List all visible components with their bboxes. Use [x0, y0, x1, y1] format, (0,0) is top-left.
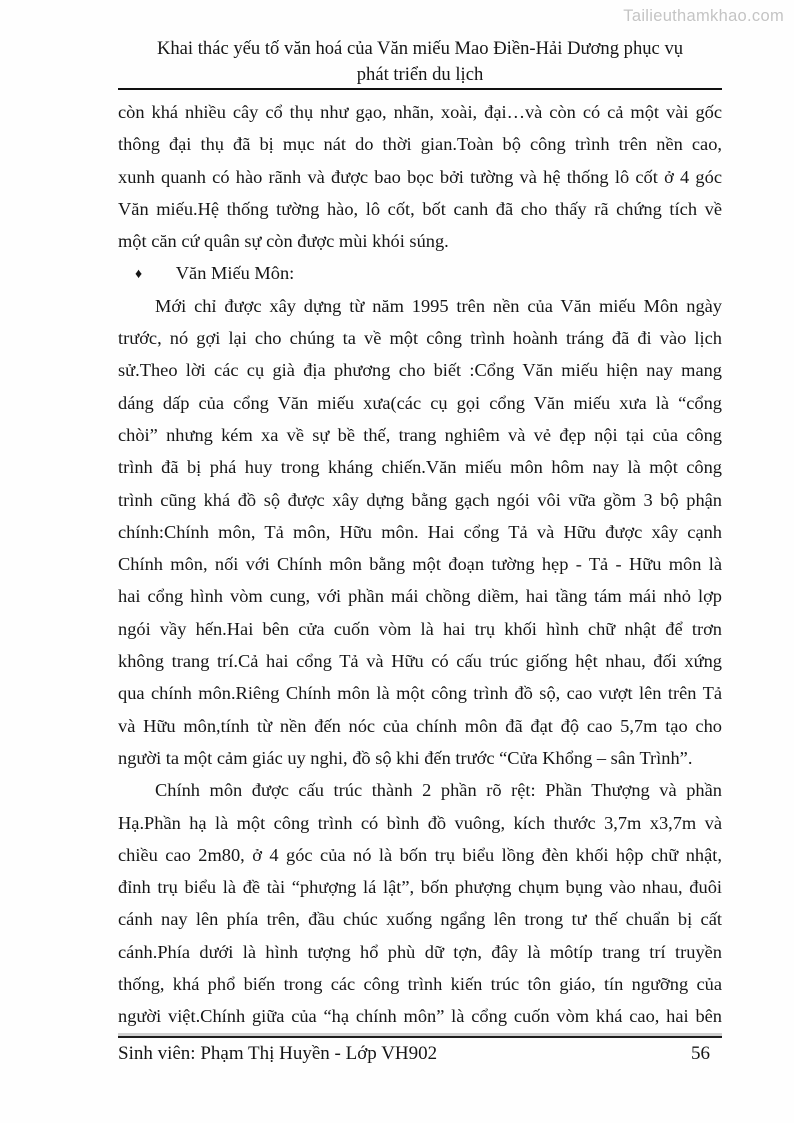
text-line: cánh nay lên phía trên, đầu chúc xuống ngẩng lên trong tư thế chuẩn bị cất: [118, 909, 722, 930]
text-line: ngói vầy hến.Hai bên cửa cuốn vòm là hai trụ khối hình chữ nhật để trơn: [118, 618, 722, 639]
paragraph-3: [118, 774, 722, 1032]
text-line: hai cổng hình vòm cung, với phần mái chồng diềm, hai tầng tám mái nhỏ lợp: [118, 586, 722, 607]
text-line: Hạ.Phần hạ là một công trình có bình đồ vuông, kích thước 3,7m x3,7m và: [118, 812, 722, 833]
text-line: Mới chỉ được xây dựng từ năm 1995 trên nền của Văn miếu Môn ngày: [155, 295, 722, 316]
text-line: qua chính môn.Riêng Chính môn là một công trình đồ sộ, cao vượt lên trên Tả: [118, 683, 722, 704]
text-line: không trang trí.Cả hai cổng Tả và Hữu có cấu trúc giống hệt nhau, đối xứng: [118, 651, 722, 672]
page-footer: [118, 1036, 722, 1065]
page-title-line2: phát triển du lịch: [356, 64, 484, 85]
diamond-bullet-icon: ♦: [135, 267, 143, 283]
paragraph-1: [118, 96, 722, 257]
text-line: trước, nó gợi lại cho chúng ta về một công trình hoành tráng đã đi vào lịch: [118, 328, 722, 349]
text-line: chiều cao 2m80, ở 4 góc của nó là bốn trụ biểu lồng đèn khối hộp chữ nhật,: [118, 844, 722, 865]
page-body: [118, 96, 722, 1033]
text-line: trình cũng khá đồ sộ được xây dựng bằng gạch ngói vôi vữa gồm 3 bộ phận: [118, 489, 722, 510]
text-line: còn khá nhiều cây cổ thụ như gạo, nhãn, xoài, đại…và còn có cả một vài gốc: [118, 102, 722, 122]
text-line: chòi” nhưng kém xa về sự bề thế, trang nghiêm và vẻ đẹp nội tại của công: [118, 424, 722, 445]
text-line: thống, khá phổ biến trong các công trình kiến trúc tôn giáo, tín ngưỡng của: [118, 974, 722, 995]
text-line: sử.Theo lời các cụ già địa phương cho biết :Cổng Văn miếu hiện nay mang: [118, 360, 722, 381]
text-line: người việt.Chính giữa của “hạ chính môn” là cổng cuốn vòm khá cao, hai bên: [118, 1006, 722, 1027]
text-line: thông đại thụ đã bị mục nát do thời gian.Toàn bộ công trình trên nền cao,: [118, 134, 722, 155]
text-line: chính:Chính môn, Tả môn, Hữu môn. Hai cổng Tả và Hữu được xây cạnh: [118, 521, 722, 542]
text-line: cánh.Phía dưới là hình tượng hổ phù dữ tợn, đây là môtíp trang trí truyền: [118, 941, 722, 962]
text-line: đỉnh trụ biểu là đề tài “phượng lá lật”, bốn phượng chụm bụng vào nhau, đuôi: [118, 877, 722, 898]
section-heading-label: Văn Miếu Môn:: [175, 263, 295, 284]
section-heading: [118, 257, 722, 289]
page-title-line1: Khai thác yếu tố văn hoá của Văn miếu Mao Điền-Hải Dương phục vụ: [156, 38, 684, 59]
text-line: Chính môn, nối với Chính môn bằng một đoạn tường hẹp - Tả - Hữu môn là: [118, 554, 722, 575]
paragraph-2: [118, 290, 722, 774]
page-header: [118, 36, 722, 88]
text-line: người ta một cảm giác uy nghi, đồ sộ khi đến trước “Cửa Khổng – sân Trình”.: [118, 747, 693, 768]
text-line: và Hữu môn,tính từ nền đến nóc của chính môn đã đạt độ cao 5,7m tạo cho: [118, 715, 722, 736]
footer-page-number: 56: [691, 1043, 710, 1064]
text-line: một căn cứ quân sự còn được mùi khói súng.: [118, 231, 449, 252]
text-line: Văn miếu.Hệ thống tường hào, lô cốt, bốt canh đã cho thấy rã chứng tích về: [118, 198, 722, 219]
header-divider: [118, 88, 722, 90]
footer-author: Sinh viên: Phạm Thị Huyền - Lớp VH902: [118, 1043, 438, 1064]
text-line: dáng dấp của cổng Văn miếu xưa(các cụ gọi cổng Văn miếu xưa là “cổng: [118, 392, 722, 413]
text-line: xunh quanh có hào rãnh và được bao bọc bởi tường và hệ thống lô cốt ở 4 góc: [118, 166, 722, 187]
text-line: Chính môn được cấu trúc thành 2 phần rõ rệt: Phần Thượng và phần: [155, 780, 722, 801]
watermark-text: Tailieuthamkhao.com: [623, 7, 784, 25]
text-line: trình đã bị phá huy trong kháng chiến.Văn miếu môn hôm nay là một công: [118, 457, 722, 478]
